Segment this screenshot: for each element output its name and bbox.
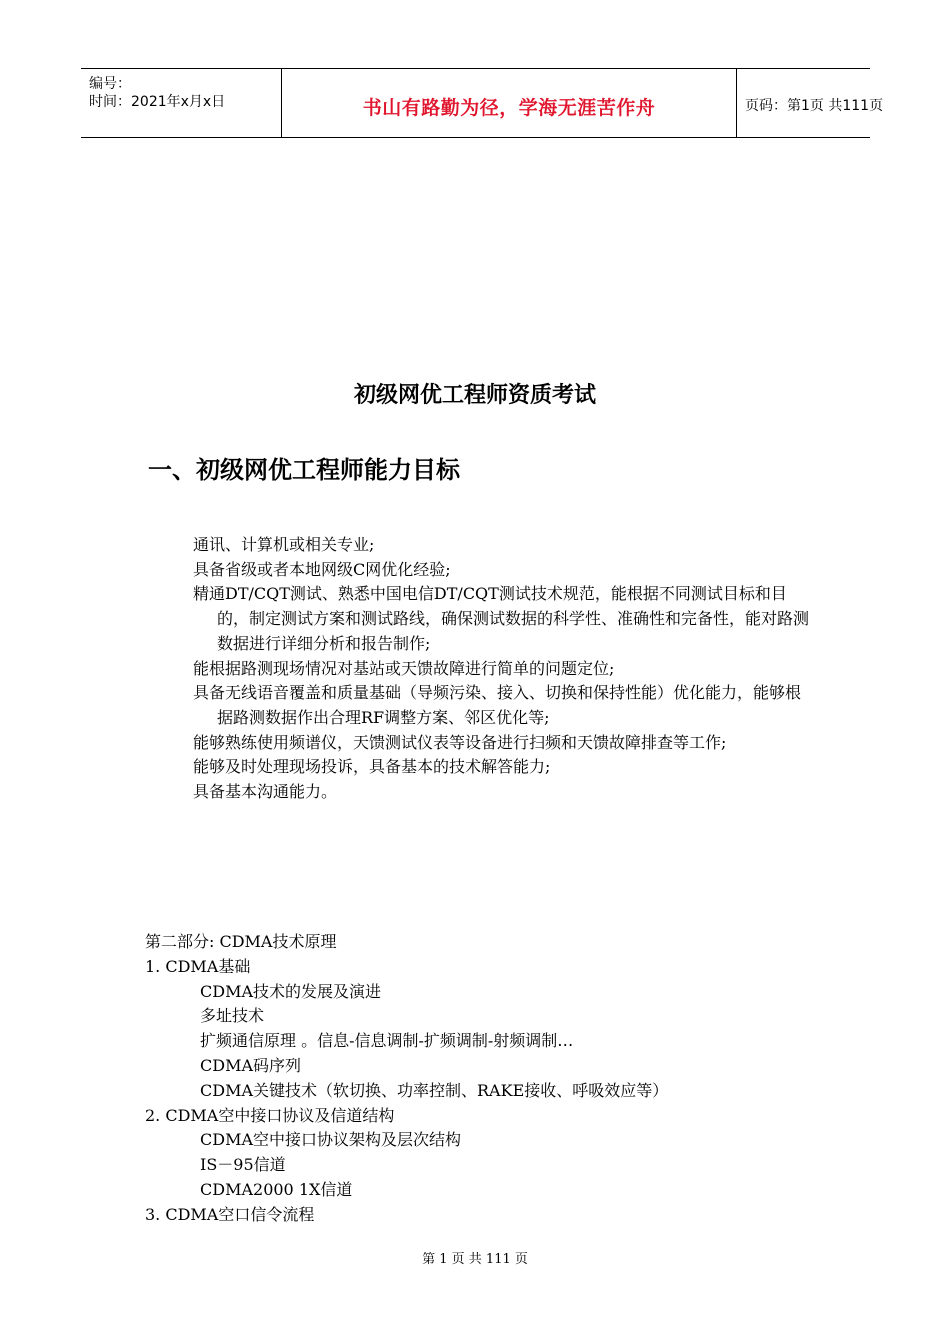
requirement-item: 具备无线语音覆盖和质量基础（导频污染、接入、切换和保持性能）优化能力，能够根据路测数据作出合理RF调整方案、邻区优化等; <box>193 683 802 727</box>
requirement-item: 通讯、计算机或相关专业; <box>193 535 375 554</box>
outline-topic: 扩频通信原理 。信息-信息调制-扩频调制-射频调制… <box>200 1031 574 1051</box>
requirement-item: 能根据路测现场情况对基站或天馈故障进行简单的问题定位; <box>193 658 615 678</box>
outline-topic: CDMA技术的发展及演进 <box>200 981 382 1001</box>
document-header <box>81 68 884 138</box>
header-meta-cell <box>81 69 282 137</box>
syllabus-outline <box>145 930 668 1228</box>
header-page-number: 页码：第1页 共111页 <box>745 98 884 114</box>
requirements-list <box>193 533 813 805</box>
outline-topic: IS－95信道 <box>200 1155 286 1175</box>
requirement-item: 具备基本沟通能力。 <box>193 782 338 802</box>
outline-topic: 多址技术 <box>200 1006 265 1026</box>
outline-topic: CDMA2000 1X信道 <box>200 1179 353 1199</box>
outline-topic: CDMA码序列 <box>200 1055 302 1075</box>
header-motto-cell <box>282 69 737 137</box>
page-footer: 第 1 页 共 111 页 <box>422 1252 528 1267</box>
requirement-item: 能够熟练使用频谱仪，天馈测试仪表等设备进行扫频和天馈故障排查等工作; <box>193 732 727 752</box>
outline-part-heading: 第二部分: CDMA技术原理 <box>145 932 337 951</box>
document-title: 初级网优工程师资质考试 <box>353 382 596 408</box>
header-motto: 书山有路勤为径，学海无涯苦作舟 <box>362 97 656 119</box>
requirement-item: 具备省级或者本地网级C网优化经验; <box>193 559 451 579</box>
section-heading: 一、初级网优工程师能力目标 <box>148 456 460 484</box>
outline-topic: CDMA关键技术（软切换、功率控制、RAKE接收、呼吸效应等） <box>200 1080 669 1100</box>
document-number-label: 编号： <box>89 76 131 92</box>
document-date-label: 时间：2021年x月x日 <box>89 94 226 110</box>
requirement-item: 能够及时处理现场投诉，具备基本的技术解答能力; <box>193 757 551 777</box>
outline-chapter: 1. CDMA基础 <box>145 956 251 976</box>
outline-chapter: 3. CDMA空口信令流程 <box>145 1204 315 1224</box>
requirement-item: 精通DT/CQT测试、熟悉中国电信DT/CQT测试技术规范，能根据不同测试目标和目的，制定测试方案和测试路线，确保测试数据的科学性、准确性和完备性，能对路测数据进行详细分析和报告制作; <box>193 584 810 653</box>
outline-topic: CDMA空中接口协议架构及层次结构 <box>200 1130 462 1150</box>
outline-chapter: 2. CDMA空中接口协议及信道结构 <box>145 1105 395 1125</box>
header-page-cell <box>737 69 884 137</box>
